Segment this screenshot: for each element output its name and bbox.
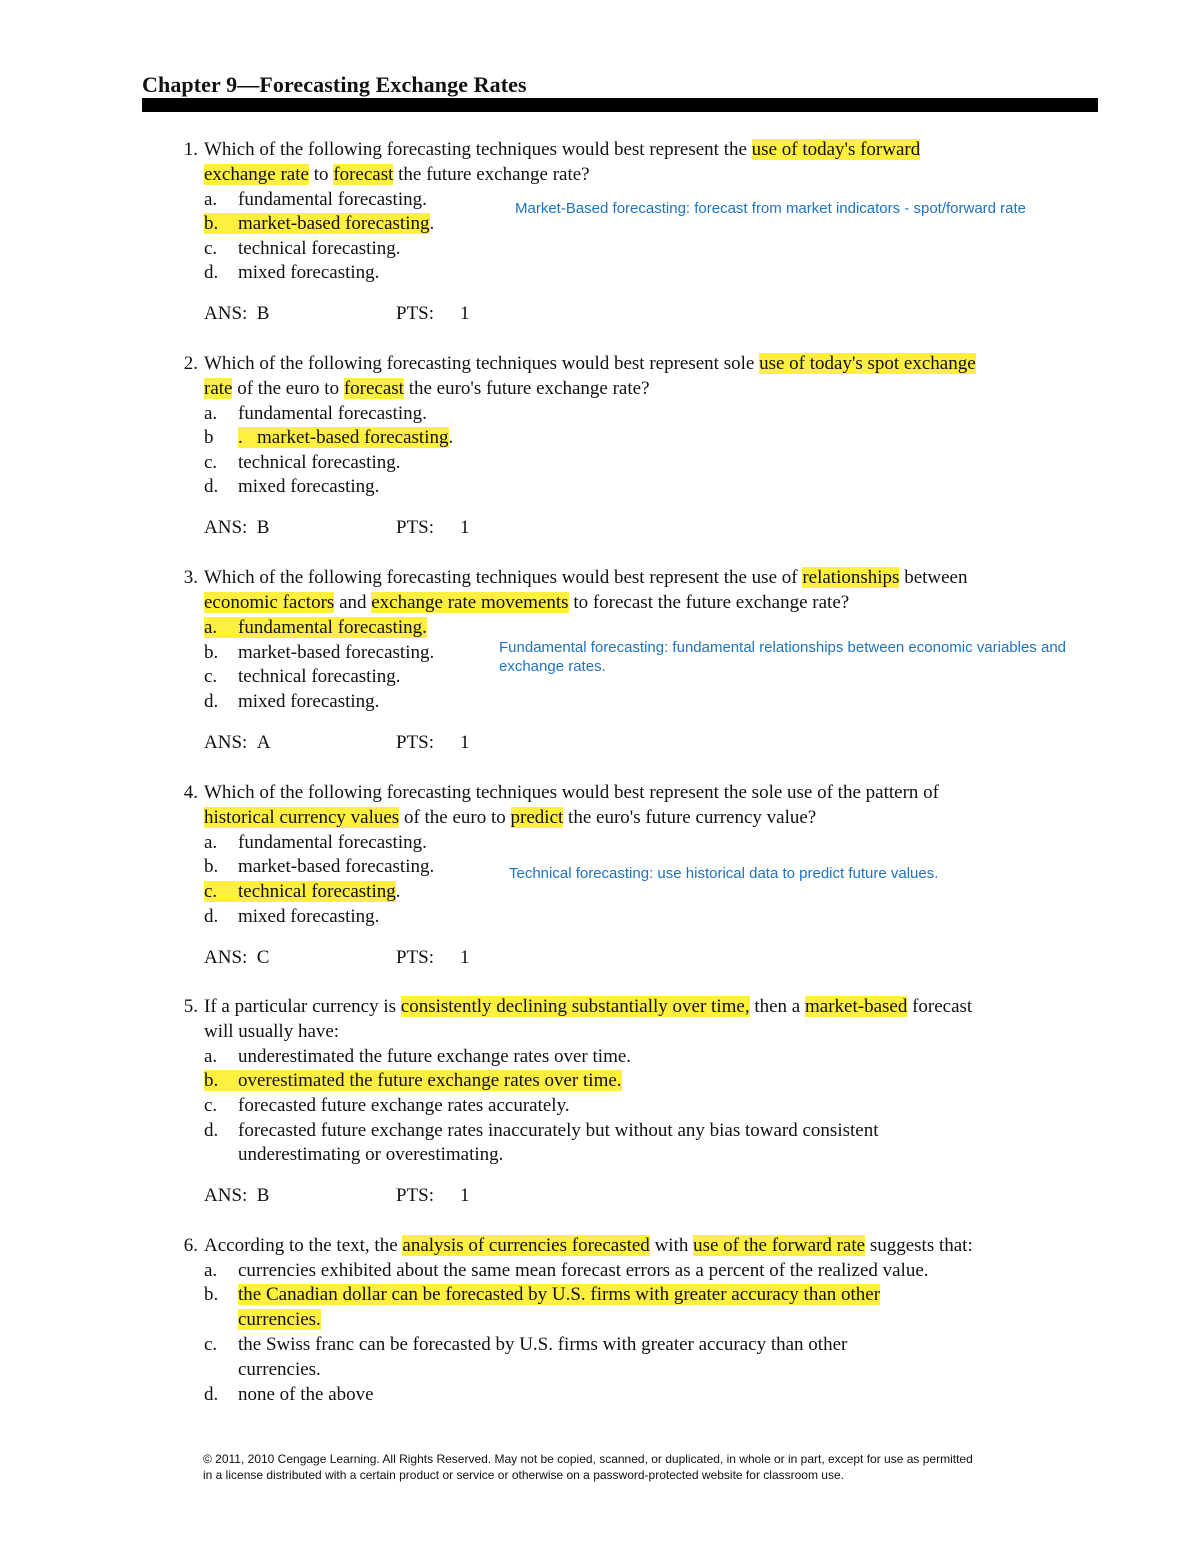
highlight: predict [510,807,564,828]
highlight: use of today's spot exchange [759,353,976,374]
answer-value: A [256,732,271,753]
question-stem-line: historical currency values of the euro to predict the euro's future currency value? [204,807,817,828]
points-value: 1 [460,517,470,538]
question-number: 1. [183,139,198,160]
option-a: a. underestimated the future exchange rates over time. [204,1046,632,1067]
question-number: 2. [183,353,198,374]
highlight: economic factors [204,592,335,613]
highlight: the Canadian dollar can be forecasted by U.S. firms with greater accuracy than other [238,1284,881,1305]
answer-value: B [256,517,270,538]
answer-line: ANS: C PTS: 1 [204,947,470,968]
option-c: c. the Swiss franc can be forecasted by U.S. firms with greater accuracy than other [204,1334,848,1355]
option-b: b. the Canadian dollar can be forecasted by U.S. firms with greater accuracy than other [204,1284,881,1305]
highlight: relationships [802,567,900,588]
option-c: c. technical forecasting. [204,666,401,687]
option-b: b . market-based forecasting. [204,427,454,448]
question-number: 5. [183,996,198,1017]
option-d: d. mixed forecasting. [204,476,380,497]
option-b-continued [204,1308,321,1332]
points-value: 1 [460,947,470,968]
option-b: b. market-based forecasting. [204,856,435,877]
highlight: use of the forward rate [693,1235,866,1256]
highlight: b. market-based forecasting [204,213,430,234]
question-stem-line: Which of the following forecasting techniques would best represent the use of relationships between [204,567,968,588]
highlight: c. technical forecasting [204,881,396,902]
answer-value: C [256,947,270,968]
option-c: c. forecasted future exchange rates accurately. [204,1095,570,1116]
option-a: a. currencies exhibited about the same mean forecast errors as a percent of the realized value. [204,1260,929,1281]
option-c-continued: currencies. [238,1359,321,1380]
option-a [204,616,427,640]
chapter-title: Chapter 9—Forecasting Exchange Rates [142,72,527,97]
option-c: c. technical forecasting. [204,452,401,473]
option-b: b. market-based forecasting. [204,642,435,663]
annotation-note: Technical forecasting: use historical data to predict future values. [509,865,939,882]
highlight: currencies. [238,1309,321,1330]
points-value: 1 [460,303,470,324]
highlight: market-based [804,996,908,1017]
points-label: PTS: [396,732,435,753]
highlight: a. fundamental forecasting. [204,617,427,638]
answer-line: ANS: B PTS: 1 [204,517,470,538]
highlight: consistently declining substantially over time, [400,996,750,1017]
answer-line: ANS: B PTS: 1 [204,303,470,324]
answer-value: B [256,303,270,324]
option-c: c. technical forecasting. [204,881,401,902]
option-d: d. forecasted future exchange rates inaccurately but without any bias toward consistent [204,1120,879,1141]
annotation-note: Market-Based forecasting: forecast from market indicators - spot/forward rate [515,200,1027,217]
question-stem-line: Which of the following forecasting techniques would best represent the use of today's forward [204,139,921,160]
question-stem-line: If a particular currency is consistently declining substantially over time, then a market-based forecast [204,996,973,1017]
option-d: d. mixed forecasting. [204,262,380,283]
question-number: 6. [183,1235,198,1256]
option-b: b. market-based forecasting. [204,213,435,234]
question-stem-line: Which of the following forecasting techniques would best represent sole use of today's spot exchange [204,353,976,374]
highlight: rate [204,378,233,399]
answer-value: B [256,1185,270,1206]
highlight: b. overestimated the future exchange rates over time. [204,1070,622,1091]
highlight: analysis of currencies forecasted [402,1235,650,1256]
option-d: d. none of the above [204,1384,374,1405]
option-d: d. mixed forecasting. [204,691,380,712]
answer-line: ANS: A PTS: 1 [204,732,470,753]
copyright-footer: © 2011, 2010 Cengage Learning. All Rights Reserved. May not be copied, scanned, or duplicated, in whole or in part, except for use as permitted in a license distributed with a certain product or service or otherwise on a password-protected website for classroom use. [203,1452,973,1482]
question-stem-line: rate of the euro to forecast the euro's future exchange rate? [204,378,650,399]
points-label: PTS: [396,303,435,324]
points-value: 1 [460,1185,470,1206]
highlight: exchange rate [204,164,309,185]
points-value: 1 [460,732,470,753]
option-d: d. mixed forecasting. [204,906,380,927]
question-stem-line: Which of the following forecasting techniques would best represent the sole use of the pattern of [204,782,939,803]
option-d-continued: underestimating or overestimating. [238,1144,504,1165]
question-stem-line: exchange rate to forecast the future exchange rate? [204,164,590,185]
points-label: PTS: [396,947,435,968]
option-a: a. fundamental forecasting. [204,832,427,853]
option-b [204,1069,622,1093]
highlight: forecast [333,164,394,185]
option-c: c. technical forecasting. [204,238,401,259]
points-label: PTS: [396,517,435,538]
title-rule [142,98,1098,112]
highlight: . market-based forecasting [238,427,449,448]
question-stem-line: will usually have: [204,1021,340,1042]
highlight: historical currency values [204,807,400,828]
option-a: a. fundamental forecasting. [204,189,427,210]
question-number: 3. [183,567,198,588]
highlight: exchange rate movements [371,592,569,613]
question-stem-line: economic factors and exchange rate movements to forecast the future exchange rate? [204,592,850,613]
question-number: 4. [183,782,198,803]
highlight: use of today's forward [751,139,921,160]
option-a: a. fundamental forecasting. [204,403,427,424]
answer-line: ANS: B PTS: 1 [204,1185,470,1206]
highlight: forecast [343,378,404,399]
question-stem-line: According to the text, the analysis of currencies forecasted with use of the forward rate suggests that: [204,1235,973,1256]
annotation-note: Fundamental forecasting: fundamental relationships between economic variables and exchange rates. [499,639,1067,675]
points-label: PTS: [396,1185,435,1206]
